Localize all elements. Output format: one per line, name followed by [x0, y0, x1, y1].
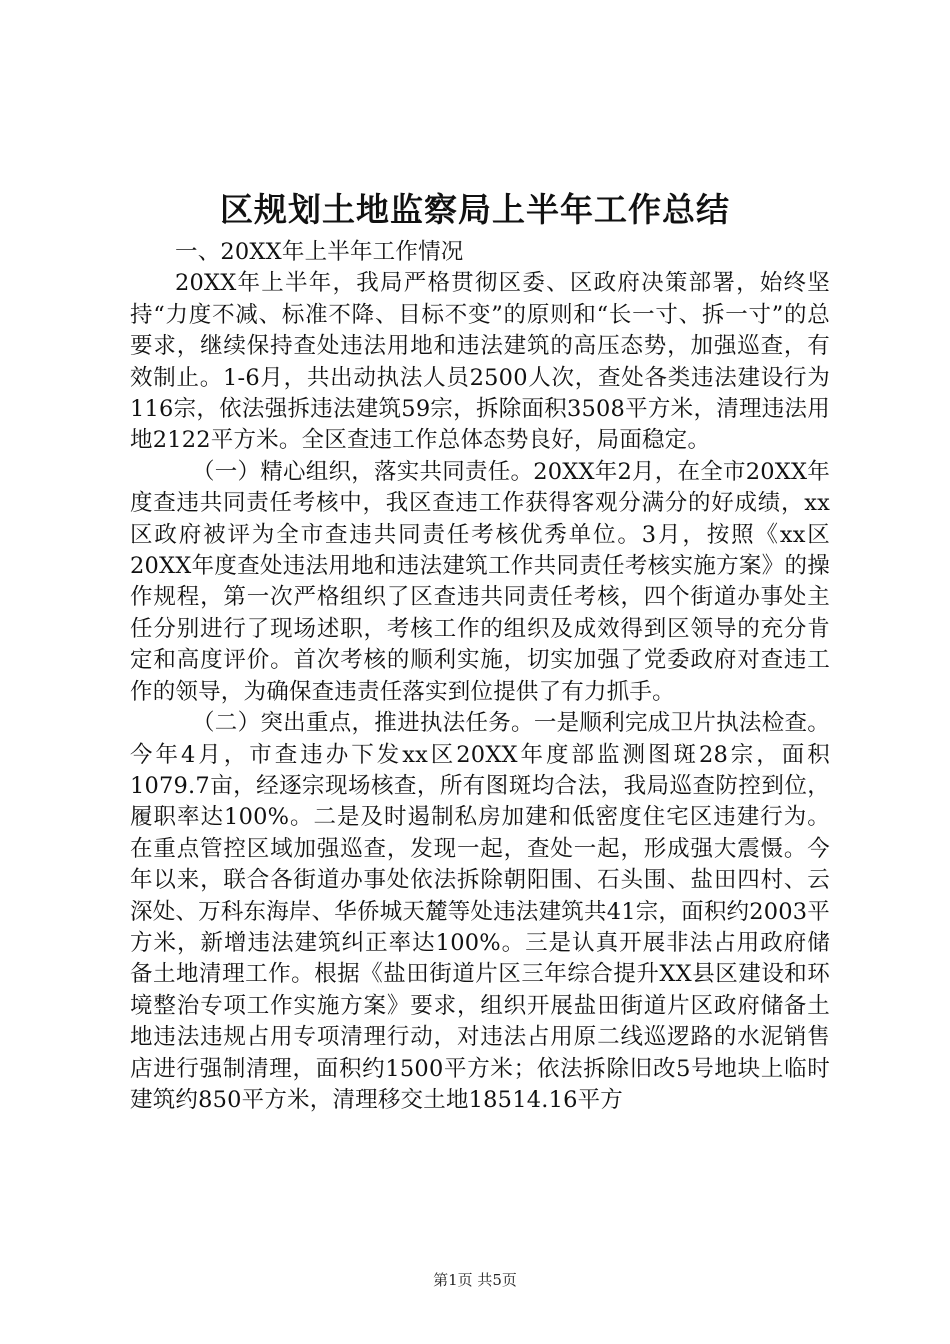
page-indicator: 第1页 共5页 — [433, 1271, 517, 1289]
paragraph-enforcement: （二）突出重点，推进执法任务。一是顺利完成卫片执法检查。今年4月，市查违办下发xx区20XX年度部监测图斑28宗，面积1079.7亩，经逐宗现场核查，所有图斑均合法，我局巡查防控到位，履职率达100%。二是及时遏制私房加建和低密度住宅区违建行为。在重点管控区域加强巡查，发现一起，查处一起，形成强大震慑。今年以来，联合各街道办事处依法拆除朝阳围、石头围、盐田四村、云深处、万科东海岸、华侨城天麓等处违法建筑共41宗，面积约2003平方米，新增违法建筑纠正率达100%。三是认真开展非法占用政府储备土地清理工作。根据《盐田街道片区三年综合提升XX县区建设和环境整治专项工作实施方案》要求，组织开展盐田街道片区政府储备土地违法违规占用专项清理行动，对违法占用原二线巡逻路的水泥销售店进行强制清理，面积约1500平方米；依法拆除旧改5号地块上临时建筑约850平方米，清理移交土地18514.16平方 — [130, 710, 830, 1113]
section-heading: 一、20XX年上半年工作情况 — [175, 239, 464, 265]
document-body — [130, 237, 830, 1116]
paragraph-organization: （一）精心组织，落实共同责任。20XX年2月，在全市20XX年度查违共同责任考核中，我区查违工作获得客观分满分的好成绩，xx区政府被评为全市查违共同责任考核优秀单位。3月，按照《xx区20XX年度查处违法用地和违法建筑工作共同责任考核实施方案》的操作规程，第一次严格组织了区查违共同责任考核，四个街道办事处主任分别进行了现场述职，考核工作的组织及成效得到区领导的充分肯定和高度评价。首次考核的顺利实施，切实加强了党委政府对查违工作的领导，为确保查违责任落实到位提供了有力抓手。 — [130, 458, 830, 705]
document-title: 区规划土地监察局上半年工作总结 — [220, 190, 730, 229]
page-footer — [0, 1270, 950, 1290]
paragraph-summary: 20XX年上半年，我局严格贯彻区委、区政府决策部署，始终坚持“力度不减、标准不降、目标不变”的原则和“长一寸、拆一寸”的总要求，继续保持查处违法用地和违法建筑的高压态势，加强巡查，有效制止。1-6月，共出动执法人员2500人次，查处各类违法建设行为116宗，依法强拆违法建筑59宗，拆除面积3508平方米，清理违法用地2122平方米。全区查违工作总体态势良好，局面稳定。 — [130, 270, 830, 454]
